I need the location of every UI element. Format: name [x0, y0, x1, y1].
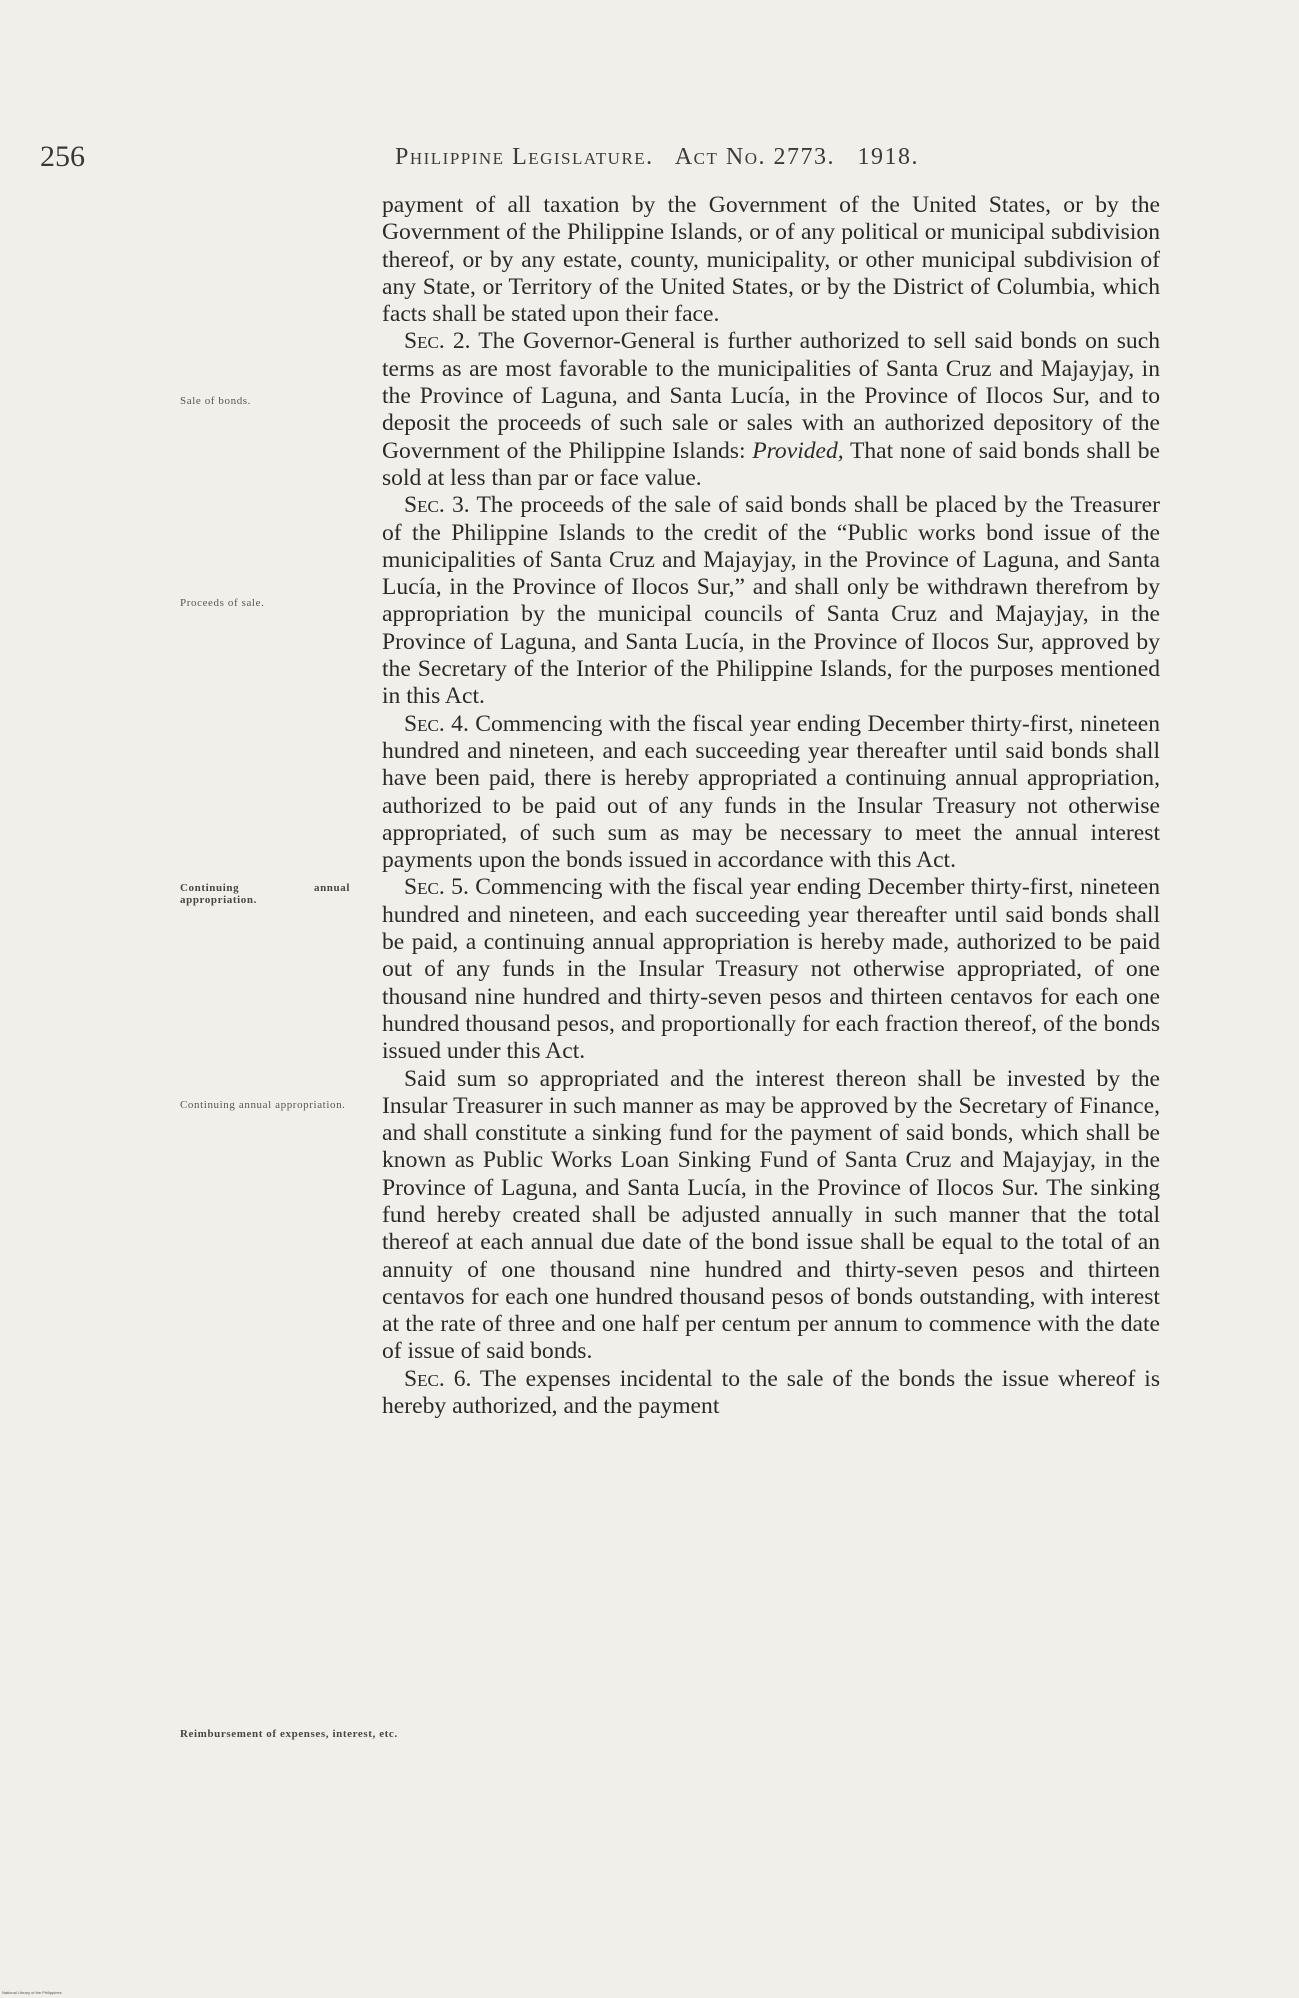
margin-note-proceeds-of-sale: Proceeds of sale.	[180, 597, 265, 609]
margin-note-sale-of-bonds: Sale of bonds.	[180, 395, 252, 407]
paragraph-sec-2	[382, 328, 1160, 492]
margin-note-reimbursement: Reimbursement of expenses, interest, etc.	[180, 1728, 398, 1740]
sec-5-text: Commencing with the fiscal year ending December thirty-first, nineteen hundred and nineteen, and each succeeding year thereafter until said bonds shall be paid, a continuing annual appropriation is hereby made, authorized to be paid out of any funds in the Insular Treasury not otherwise appropriated, of one thousand nine hundred and thirty-seven pesos and thirteen centavos for each one hundred thousand pesos, and proportionally for each fraction thereof, of the bonds issued under this Act.	[382, 874, 1160, 1065]
paragraph-continuation: payment of all taxation by the Government of the United States, or by the Government of the Philippine Islands, or of any political or municipal subdivision thereof, or by any estate, county, municipality, or other municipal subdivision of any State, or Territory of the United States, or by the District of Columbia, which facts shall be stated upon their face.	[382, 192, 1160, 328]
paragraph-sinking-fund: Said sum so appropriated and the interest thereon shall be invested by the Insular Treasurer in such manner as may be approved by the Secretary of Finance, and shall constitute a sinking fund for the payment of said bonds, which shall be known as Public Works Loan Sinking Fund of Santa Cruz and Majayjay, in the Province of Laguna, and Santa Lucía, in the Province of Ilocos Sur. The sinking fund hereby created shall be adjusted annually in such manner that the total thereof at each annual due date of the bond issue shall be equal to the total of an annuity of one thousand nine hundred and thirty-seven pesos and thirteen centavos for each one hundred thousand pesos of bonds outstanding, with interest at the rate of three and one half per centum per annum to commence with the date of issue of said bonds.	[382, 1065, 1160, 1365]
sec-6-label: Sec. 6.	[404, 1365, 472, 1392]
sec-6-text: The expenses incidental to the sale of the bonds the issue whereof is hereby authorized, and the payment	[382, 1365, 1161, 1420]
sec-4-text: Commencing with the fiscal year ending December thirty-first, nineteen hundred and nineteen, and each succeeding year thereafter until said bonds shall have been paid, there is hereby appropriated a continuing annual appropriation, authorized to be paid out of any funds in the Insular Treasury not otherwise appropriated, of such sum as may be necessary to meet the annual interest payments upon the bonds issued in accordance with this Act.	[382, 710, 1160, 874]
sec-3-label: Sec. 3.	[404, 492, 470, 519]
margin-note-continuing-appropriation-1: Continuing annual appropriation.	[180, 882, 350, 906]
margin-note-continuing-appropriation-2: Continuing annual appropriation.	[180, 1099, 346, 1111]
sec-2-text-a: The Governor-General is further authorized to sell said bonds on such terms as are most favorable to the municipalities of Santa Cruz and Majayjay, in the Province of Laguna, and Santa Lucía, in the Province of Ilocos Sur, and to deposit the proceeds of such sale or sales with an authorized depository of the Government of the Philippine Islands:	[382, 328, 1160, 464]
sec-2-provided: Provided,	[752, 437, 844, 464]
paragraph-sec-4	[382, 711, 1160, 875]
footer-credit: National Library of the Philippines	[2, 1990, 62, 1995]
sec-3-text: The proceeds of the sale of said bonds shall be placed by the Treasurer of the Philippine Islands to the credit of the “Public works bond issue of the municipalities of Santa Cruz and Majayjay, in the Province of Laguna, and Santa Lucía, in the Province of Ilocos Sur,” and shall only be withdrawn therefrom by appropriation by the municipal councils of Santa Cruz and Majayjay, in the Province of Laguna, and Santa Lucía, in the Province of Ilocos Sur, approved by the Secretary of the Interior of the Philippine Islands, for the purposes mentioned in this Act.	[382, 492, 1160, 710]
paragraph-sec-5	[382, 874, 1160, 1065]
paragraph-sec-3	[382, 492, 1160, 710]
sec-5-label: Sec. 5.	[404, 874, 469, 901]
sec-2-text-b: That none of said bonds shall be sold at less than par or face value.	[382, 437, 1160, 491]
page-number: 256	[40, 140, 85, 173]
sec-2-label: Sec. 2.	[404, 328, 471, 355]
sec-4-label: Sec. 4.	[404, 710, 469, 737]
body-text	[382, 192, 1160, 1420]
running-head: Philippine Legislature. Act No. 2773. 1918.	[395, 144, 920, 170]
paragraph-sec-6	[382, 1366, 1160, 1421]
page-header	[40, 140, 1170, 180]
